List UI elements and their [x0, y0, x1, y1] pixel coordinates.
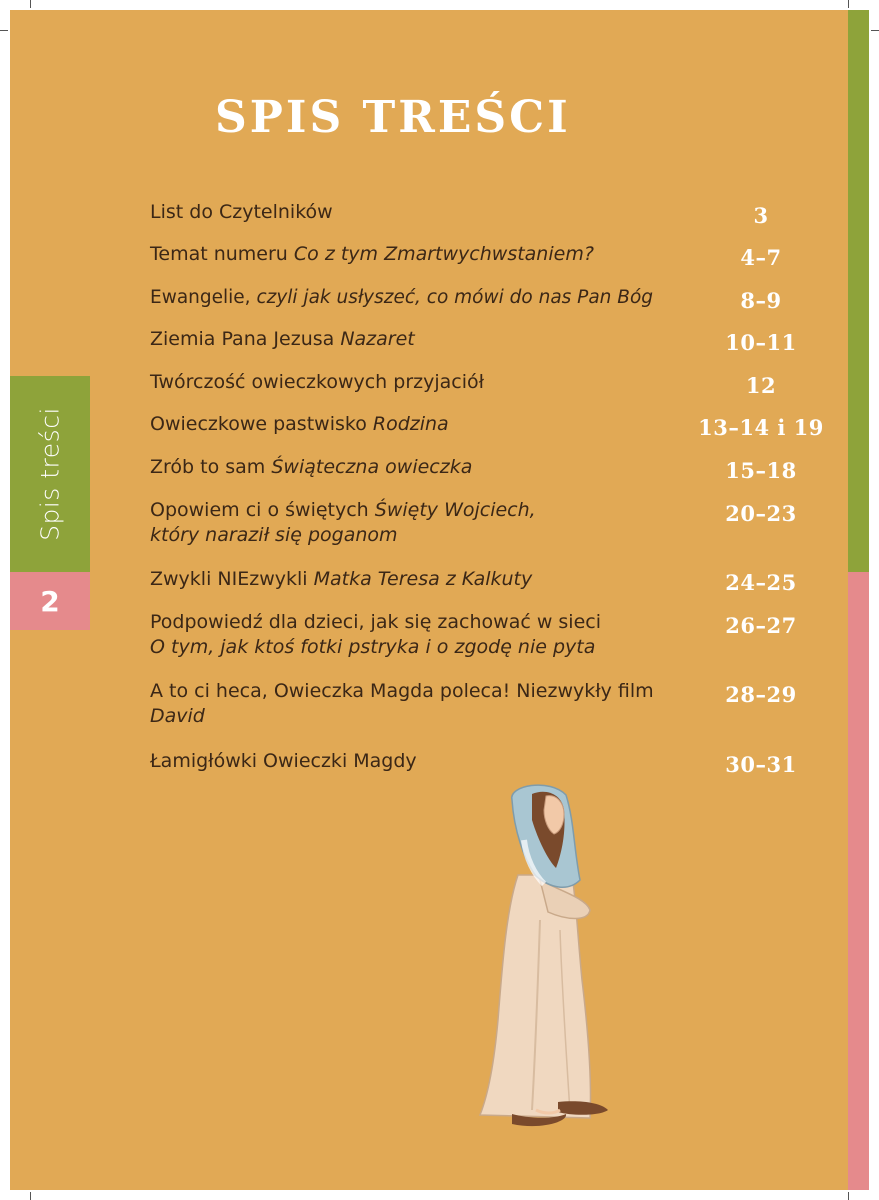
- toc-item-title: Opowiem ci o świętych Święty Wojciech, który naraził się poganom: [150, 499, 536, 546]
- page-background: [10, 10, 848, 1190]
- page-title: SPIS TREŚCI: [215, 92, 571, 143]
- toc-item-pages: 30–31: [725, 752, 797, 777]
- toc-item-pages: 28–29: [725, 682, 797, 707]
- toc-item-pages: 8–9: [740, 288, 782, 313]
- toc-item-title: Łamigłówki Owieczki Magdy: [150, 750, 417, 772]
- crop-mark: [871, 30, 879, 31]
- crop-mark: [848, 0, 849, 8]
- toc-item-pages: 24–25: [725, 570, 797, 595]
- section-tab: [10, 376, 90, 572]
- toc-item-pages: 26–27: [725, 613, 797, 638]
- toc-item-title: Temat numeru Co z tym Zmartwychwstaniem?: [150, 243, 594, 265]
- page-number: 2: [10, 572, 90, 630]
- crop-mark: [0, 30, 8, 31]
- toc-item-pages: 10–11: [725, 330, 797, 355]
- toc-item-pages: 4–7: [740, 245, 782, 270]
- toc-item-pages: 15–18: [725, 458, 797, 483]
- toc-item-title: List do Czytelników: [150, 201, 333, 223]
- toc-item-title: Zwykli NIEzwykli Matka Teresa z Kalkuty: [150, 568, 533, 590]
- toc-item-title: Ziemia Pana Jezusa Nazaret: [150, 328, 415, 350]
- toc-item-pages: 20–23: [725, 501, 797, 526]
- edge-strip-green: [848, 10, 869, 572]
- toc-item-pages: 3: [753, 203, 769, 228]
- toc-item-title: Zrób to sam Świąteczna owieczka: [150, 456, 473, 478]
- toc-item-title: Twórczość owieczkowych przyjaciół: [150, 371, 485, 393]
- woman-illustration: [440, 780, 640, 1130]
- toc-item-pages: 12: [745, 373, 777, 398]
- crop-mark: [30, 1192, 31, 1200]
- crop-mark: [848, 1192, 849, 1200]
- section-tab-label: Spis treści: [35, 407, 65, 541]
- toc-item-title: Ewangelie, czyli jak usłyszeć, co mówi do nas Pan Bóg: [150, 287, 654, 308]
- edge-strip-pink: [848, 572, 869, 1190]
- toc-item-title: A to ci heca, Owieczka Magda poleca! Niezwykły film David: [150, 680, 654, 727]
- toc-item-title: Podpowiedź dla dzieci, jak się zachować w sieci O tym, jak ktoś fotki pstryka i o zgodę nie pyta: [150, 611, 601, 658]
- toc-item-pages: 13–14 i 19: [698, 415, 824, 440]
- crop-mark: [30, 0, 31, 8]
- toc-item-title: Owieczkowe pastwisko Rodzina: [150, 413, 449, 435]
